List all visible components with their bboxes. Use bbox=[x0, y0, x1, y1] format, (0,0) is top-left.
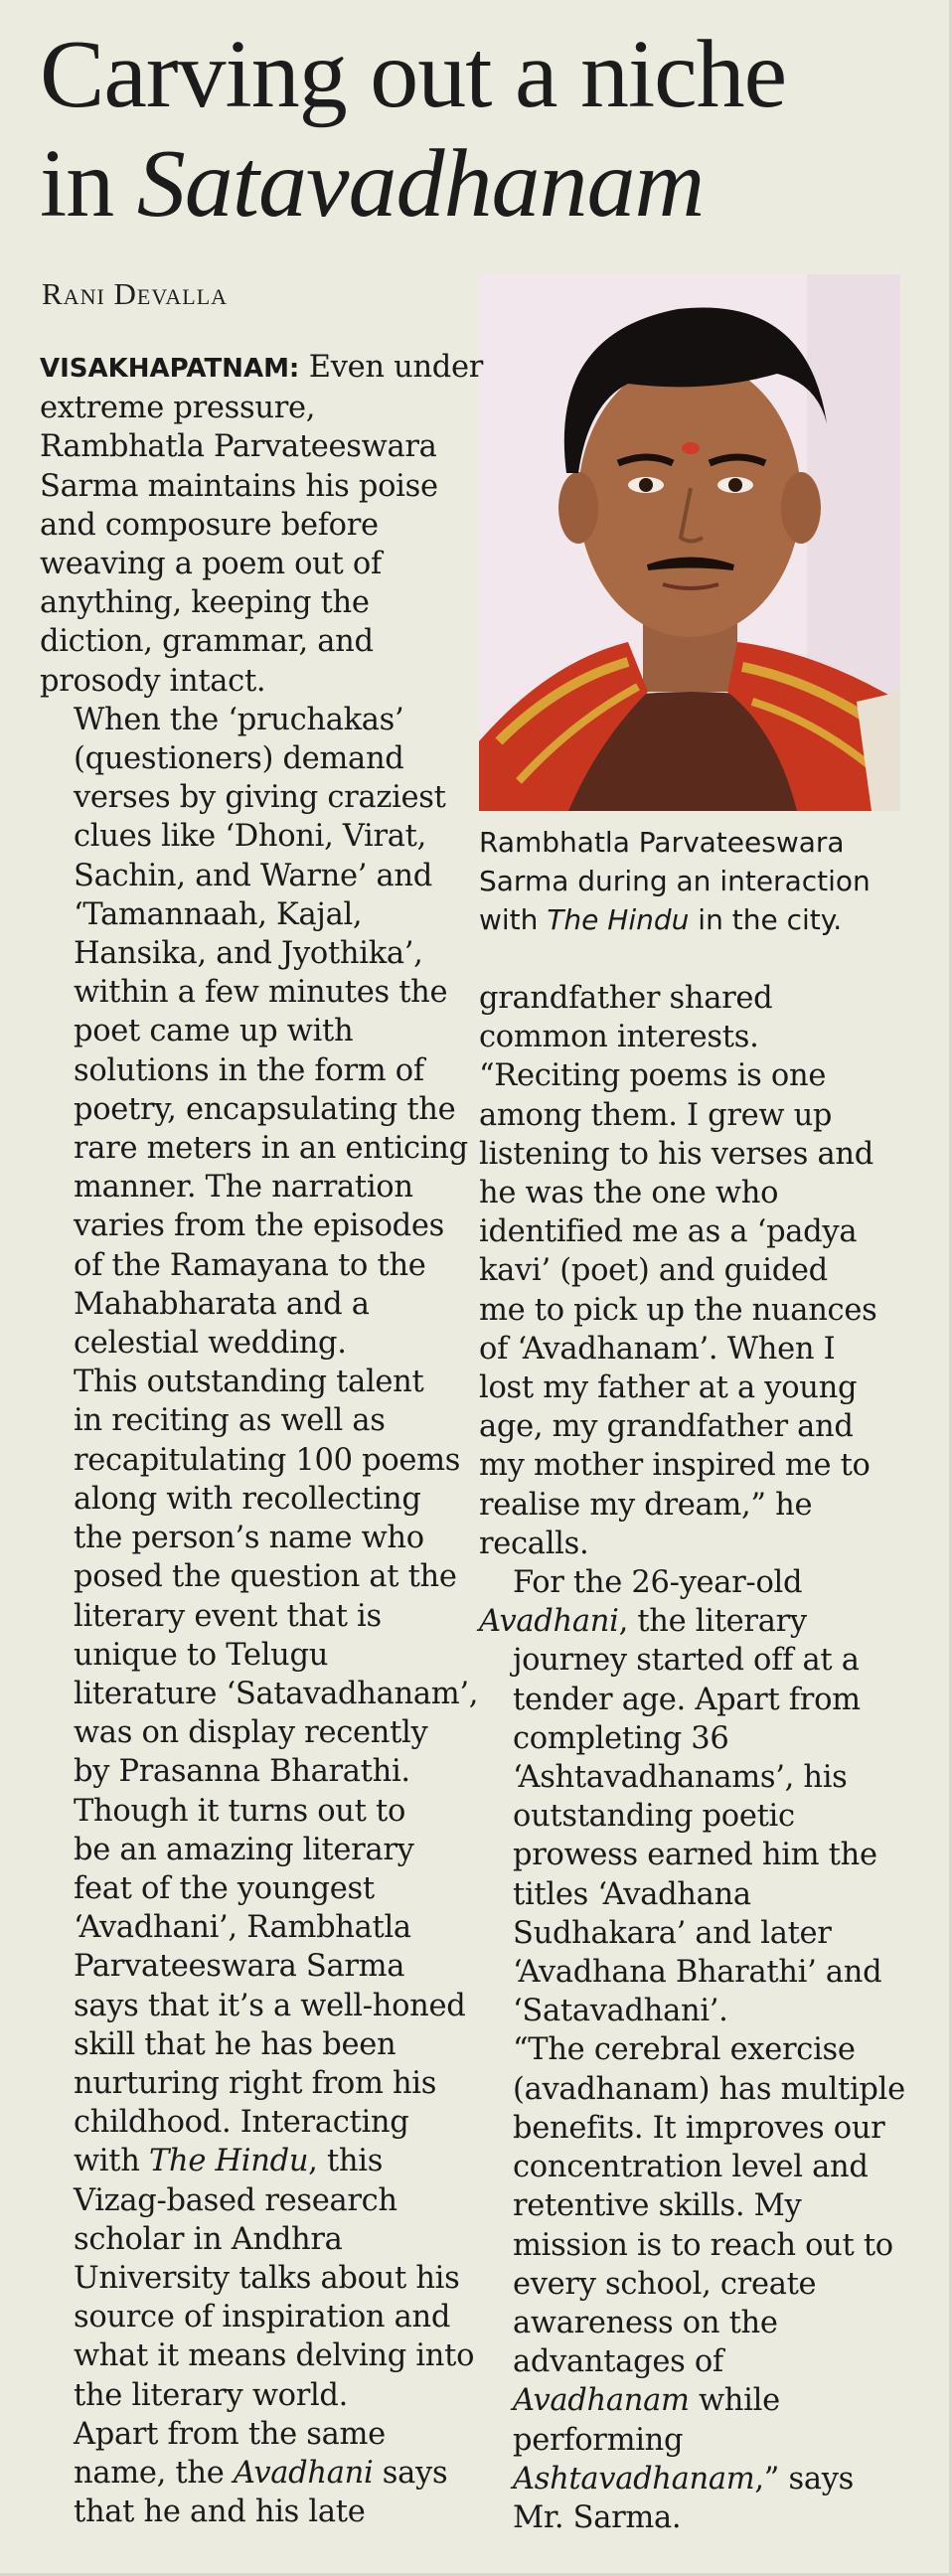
caption-line-3: with The Hindu in the city. bbox=[479, 903, 843, 936]
text-line: journey started off at a bbox=[513, 1643, 860, 1679]
text-line: verses by giving craziest bbox=[74, 780, 446, 816]
text-line: grandfather shared bbox=[479, 981, 773, 1016]
paragraph-5 bbox=[40, 2415, 457, 2532]
text-line: the literary world. bbox=[74, 2377, 349, 2413]
text-line: of the Ramayana to the bbox=[74, 1247, 426, 1283]
text-line: outstanding poetic bbox=[513, 1799, 795, 1835]
text-line: (questioners) demand bbox=[74, 741, 404, 777]
text-line: Hansika, and Jyothika’, bbox=[74, 936, 423, 972]
text-line: prosody intact. bbox=[40, 663, 266, 699]
text-line: Sachin, and Warne’ and bbox=[74, 858, 432, 893]
italic-term: Ashtavadhanam bbox=[513, 2461, 755, 2496]
text-line: the person’s name who bbox=[74, 1521, 424, 1556]
text-line: ‘Ashtavadhanams’, his bbox=[513, 1760, 848, 1796]
text-line: me to pick up the nuances bbox=[479, 1292, 877, 1328]
text-line: Mahabharata and a bbox=[74, 1286, 370, 1322]
text-line: literature ‘Satavadhanam’, bbox=[74, 1676, 479, 1711]
text-line: among them. I grew up bbox=[479, 1097, 833, 1133]
text-line: performing bbox=[513, 2422, 684, 2458]
headline-line-2: in Satavadhanam bbox=[40, 130, 705, 238]
text-line: Mr. Sarma. bbox=[513, 2499, 682, 2535]
headline-line-1: Carving out a niche bbox=[40, 21, 787, 128]
paragraph-3 bbox=[40, 1363, 479, 1791]
text-line: mission is to reach out to bbox=[513, 2227, 893, 2263]
text-line: kavi’ (poet) and guided bbox=[479, 1253, 828, 1289]
text-line: literary event that is bbox=[74, 1598, 382, 1634]
text-line: along with recollecting bbox=[74, 1481, 421, 1517]
text-line: When the ‘pruchakas’ bbox=[74, 702, 404, 737]
text-line: recapitulating 100 poems bbox=[74, 1442, 461, 1478]
text-line: extreme pressure, bbox=[40, 391, 316, 426]
text-line: completing 36 bbox=[513, 1720, 729, 1756]
publication-name: The Hindu bbox=[148, 2144, 309, 2179]
text-line: prowess earned him the bbox=[513, 1838, 877, 1873]
text-line: Parvateeswara Sarma bbox=[74, 1949, 405, 1985]
text-line: source of inspiration and bbox=[74, 2300, 451, 2335]
text-line: University talks about his bbox=[74, 2260, 460, 2296]
headline-italic-word: Satavadhanam bbox=[136, 130, 705, 238]
text-line: Vizag-based research bbox=[74, 2182, 397, 2218]
text-line: skill that he has been bbox=[74, 2026, 397, 2062]
text-line: nurturing right from his bbox=[74, 2065, 437, 2101]
text-line: “The cerebral exercise bbox=[513, 2032, 856, 2068]
text-line: (avadhanam) has multiple bbox=[513, 2071, 905, 2107]
text-line: Avadhani, the literary bbox=[479, 1604, 807, 1640]
text-line: “Reciting poems is one bbox=[479, 1058, 827, 1094]
text-line: For the 26-year-old bbox=[513, 1565, 803, 1601]
article-column-left bbox=[40, 348, 484, 2531]
italic-term: Avadhani bbox=[233, 2455, 374, 2491]
photo-caption bbox=[479, 823, 916, 939]
text-line: celestial wedding. bbox=[74, 1326, 347, 1362]
text-line: listening to his verses and bbox=[479, 1136, 873, 1172]
text-line: by Prasanna Bharathi. bbox=[74, 1754, 410, 1790]
portrait-illustration bbox=[479, 274, 900, 811]
text-line: be an amazing literary bbox=[74, 1832, 414, 1867]
text-line: concentration level and bbox=[513, 2150, 869, 2185]
paragraph-6 bbox=[479, 1563, 908, 2030]
paragraph-2 bbox=[40, 701, 468, 1363]
text-line: rare meters in an enticing bbox=[74, 1131, 468, 1167]
text-line: retentive skills. My bbox=[513, 2188, 802, 2224]
text-line: varies from the episodes bbox=[74, 1208, 445, 1244]
caption-line-1: Rambhatla Parvateeswara bbox=[479, 826, 845, 859]
text-line: This outstanding talent bbox=[74, 1365, 424, 1400]
paragraph-7 bbox=[479, 2030, 908, 2537]
text-line: feat of the youngest bbox=[74, 1870, 375, 1906]
text-line: scholar in Andhra bbox=[74, 2221, 343, 2257]
text-line: weaving a poem out of bbox=[40, 547, 382, 582]
text-line: that he and his late bbox=[74, 2495, 366, 2530]
text-line: benefits. It improves our bbox=[513, 2110, 885, 2146]
text-line: ‘Avadhani’, Rambhatla bbox=[74, 1910, 411, 1946]
text-line: diction, grammar, and bbox=[40, 624, 374, 660]
headline bbox=[40, 20, 934, 239]
text-line: says that it’s a well-honed bbox=[74, 1988, 466, 2023]
text-line: unique to Telugu bbox=[74, 1637, 329, 1673]
italic-term: Avadhani bbox=[479, 1604, 619, 1640]
text-line: ‘Satavadhani’. bbox=[513, 1994, 728, 2029]
text-line: of ‘Avadhanam’. When I bbox=[479, 1331, 836, 1367]
text-line: Apart from the same bbox=[74, 2416, 386, 2452]
text-line: manner. The narration bbox=[74, 1170, 413, 1206]
text-line: anything, keeping the bbox=[40, 585, 370, 621]
article-column-right bbox=[479, 979, 908, 2537]
text-line: common interests. bbox=[479, 1020, 759, 1055]
text-line: clues like ‘Dhoni, Virat, bbox=[74, 819, 427, 855]
text-line: and composure before bbox=[40, 507, 379, 543]
italic-term: Avadhanam bbox=[513, 2383, 690, 2419]
text-line: was on display recently bbox=[74, 1715, 428, 1751]
text-line: Rambhatla Parvateeswara bbox=[40, 429, 437, 465]
text-line: advantages of bbox=[513, 2344, 723, 2380]
text-line: Ashtavadhanam,” says bbox=[513, 2461, 854, 2496]
text-line: ‘Avadhana Bharathi’ and bbox=[513, 1955, 882, 1991]
text-line: Avadhanam while bbox=[513, 2383, 780, 2419]
text-line: ‘Tamannaah, Kajal, bbox=[74, 896, 363, 932]
text-line: Sarma maintains his poise bbox=[40, 468, 438, 504]
paragraph-4 bbox=[40, 1792, 475, 2415]
dateline: VISAKHAPATNAM: bbox=[40, 354, 300, 384]
paragraph-5-continued bbox=[479, 979, 908, 1563]
text-line: lost my father at a young bbox=[479, 1370, 858, 1406]
text-line: tender age. Apart from bbox=[513, 1682, 861, 1717]
text-line: titles ‘Avadhana bbox=[513, 1876, 751, 1912]
text-line: poetry, encapsulating the bbox=[74, 1091, 456, 1127]
byline: Rani Devalla bbox=[42, 276, 229, 311]
text-line: realise my dream,” he bbox=[479, 1487, 813, 1523]
text-line: in reciting as well as bbox=[74, 1403, 386, 1439]
text-line: with The Hindu, this bbox=[74, 2144, 384, 2179]
text-line: he was the one who bbox=[479, 1176, 779, 1211]
text-line: recalls. bbox=[479, 1526, 589, 1561]
text-line: Sudhakara’ and later bbox=[513, 1915, 832, 1951]
text-line: age, my grandfather and bbox=[479, 1409, 854, 1445]
text-line: Though it turns out to bbox=[74, 1793, 406, 1829]
text-line: childhood. Interacting bbox=[74, 2105, 409, 2141]
text-line: poet came up with bbox=[74, 1014, 354, 1049]
portrait-photo bbox=[479, 274, 900, 811]
caption-line-2: Sarma during an interaction bbox=[479, 865, 871, 897]
paragraph-1 bbox=[40, 348, 484, 701]
text-line: what it means delving into bbox=[74, 2338, 475, 2374]
caption-publication-name: The Hindu bbox=[547, 903, 690, 936]
text-line: within a few minutes the bbox=[74, 975, 448, 1011]
text-line: name, the Avadhani says bbox=[74, 2455, 448, 2491]
text-line: solutions in the form of bbox=[74, 1052, 424, 1088]
text-line: identified me as a ‘padya bbox=[479, 1214, 858, 1250]
paragraph-1-first-line: VISAKHAPATNAM: Even under bbox=[40, 350, 484, 385]
text-line: my mother inspired me to bbox=[479, 1448, 871, 1484]
text-line: every school, create bbox=[513, 2266, 817, 2302]
text-line: posed the question at the bbox=[74, 1559, 457, 1595]
text-line: awareness on the bbox=[513, 2305, 778, 2340]
